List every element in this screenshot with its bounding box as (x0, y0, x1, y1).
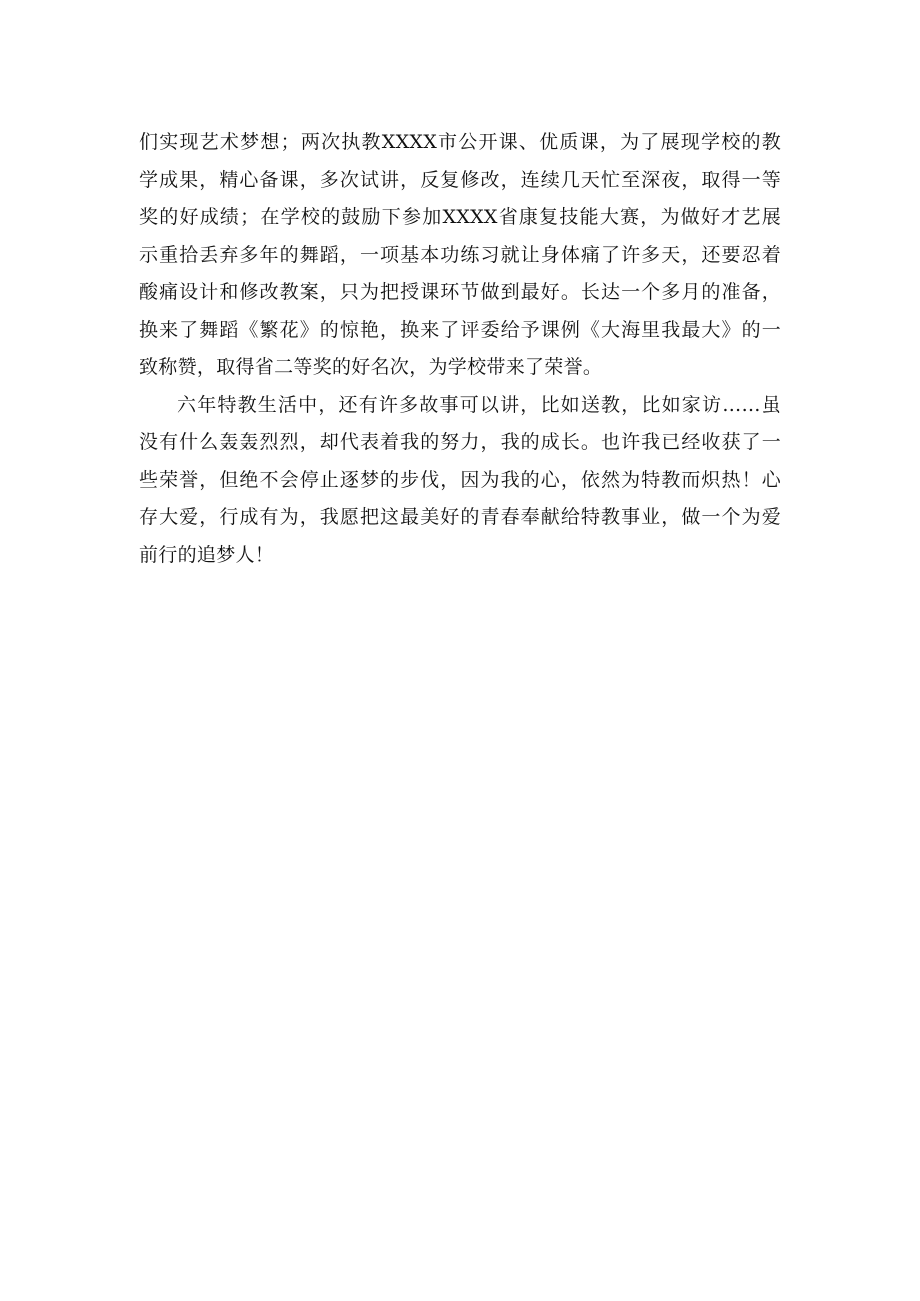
text-line: 们实现艺术梦想；两次执教XXXX市公开课、优质课，为了展现学校的教 (139, 131, 781, 153)
text-line: 致称赞，取得省二等奖的好名次，为学校带来了荣誉。 (139, 356, 603, 378)
text-line: 存大爱，行成有为，我愿把这最美好的青春奉献给特教事业，做一个为爱 (139, 506, 781, 528)
paragraph-1 (139, 124, 781, 387)
text-line: 前行的追梦人！ (139, 543, 275, 566)
text-line: 学成果，精心备课，多次试讲，反复修改，连续几天忙至深夜，取得一等 (139, 168, 781, 191)
text-line: 些荣誉，但绝不会停止逐梦的步伐，因为我的心，依然为特教而炽热！心 (139, 468, 781, 491)
text-line: 换来了舞蹈《繁花》的惊艳，换来了评委给予课例《大海里我最大》的一 (139, 318, 781, 341)
paragraph-2 (139, 387, 781, 575)
text-line: 没有什么轰轰烈烈，却代表着我的努力，我的成长。也许我已经收获了一 (139, 431, 781, 453)
text-line: 奖的好成绩；在学校的鼓励下参加XXXX省康复技能大赛，为做好才艺展 (139, 206, 781, 228)
text-line: 示重拾丢弃多年的舞蹈，一项基本功练习就让身体痛了许多天，还要忍着 (139, 243, 781, 266)
text-line: 酸痛设计和修改教案，只为把授课环节做到最好。长达一个多月的准备， (139, 281, 781, 303)
document-body (139, 124, 781, 574)
text-line: 六年特教生活中，还有许多故事可以讲，比如送教，比如家访……虽 (177, 393, 781, 416)
